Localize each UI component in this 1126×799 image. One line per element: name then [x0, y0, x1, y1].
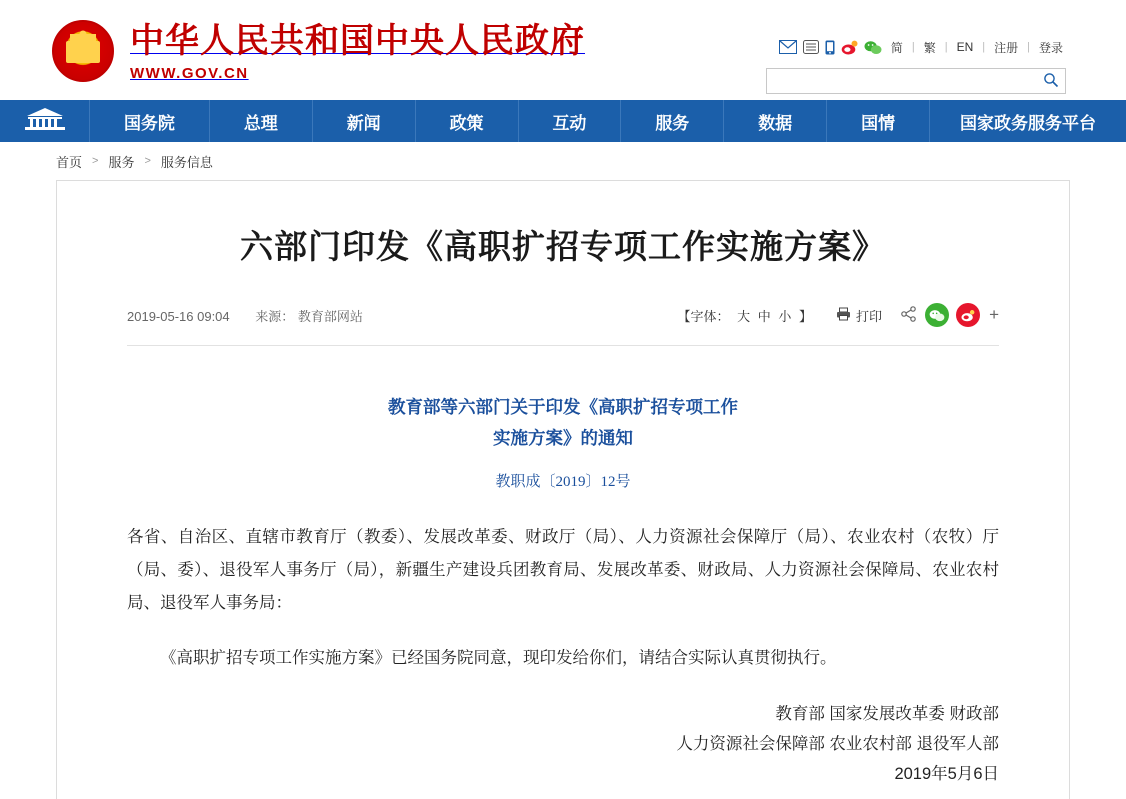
search-input[interactable] [767, 69, 1039, 93]
nav-item-guoqing[interactable]: 国情 [827, 100, 930, 142]
nav-item-zhengwu-pingtai[interactable]: 国家政务服务平台 [960, 113, 1096, 133]
document-heading [127, 392, 999, 454]
document-body [127, 346, 999, 789]
weibo-icon[interactable] [841, 40, 858, 55]
search-box [766, 68, 1066, 94]
nav-home-icon-link[interactable] [0, 100, 90, 142]
breadcrumb [0, 142, 1126, 180]
divider: | [982, 41, 986, 53]
site-header [0, 0, 1126, 100]
mail-icon[interactable] [779, 40, 797, 54]
nav-item-fuwu[interactable]: 服务 [621, 100, 724, 142]
signature-line1: 教育部 国家发展改革委 财政部 [775, 705, 999, 723]
breadcrumb-item-home[interactable]: 首页 [56, 154, 83, 170]
nav-item-shuju[interactable]: 数据 [724, 100, 827, 142]
share-wechat-icon[interactable] [925, 303, 949, 327]
publish-date: 2019-05-16 09:04 [127, 308, 230, 324]
register-link[interactable]: 注册 [994, 40, 1019, 55]
simplified-chinese-link[interactable]: 简 [890, 40, 903, 55]
wechat-icon[interactable] [864, 40, 882, 55]
header-utility-links [766, 36, 1066, 58]
national-emblem-icon [52, 20, 114, 82]
rss-icon[interactable] [803, 40, 819, 54]
source-label: 来源： [255, 308, 295, 324]
nav-item-xinwen[interactable]: 新闻 [313, 100, 416, 142]
content-frame [56, 180, 1070, 799]
print-button[interactable] [836, 306, 882, 325]
source-name: 教育部网站 [297, 308, 363, 324]
signature-line2: 人力资源社会保障部 农业农村部 退役军人部 [676, 735, 999, 753]
article-meta [127, 303, 999, 346]
document-number: 教职成〔2019〕12号 [495, 474, 631, 490]
gov-building-icon [23, 106, 67, 137]
main-navigation [0, 100, 1126, 142]
english-link[interactable]: EN [956, 40, 974, 54]
document-paragraph-recipients: 各省、自治区、直辖市教育厅（教委）、发展改革委、财政厅（局）、人力资源社会保障厅（局）、农业农村（农牧）厅（局、委）、退役军人事务厅（局），新疆生产建设兵团教育局、发展改革委、财政局、人力资源社会保障局、农业农村局、退役军人事务局： [127, 528, 999, 612]
divider: | [944, 41, 948, 53]
site-logo-link[interactable] [52, 20, 585, 82]
fontsize-control [675, 306, 814, 325]
nav-item-hudong[interactable]: 互动 [519, 100, 622, 142]
fontsize-large[interactable]: 大 [737, 308, 751, 324]
breadcrumb-item-service-info[interactable]: 服务信息 [160, 154, 213, 170]
search-button[interactable] [1041, 72, 1061, 90]
nav-item-guowuyuan[interactable]: 国务院 [90, 100, 210, 142]
divider: | [911, 41, 915, 53]
share-more-button[interactable]: + [989, 305, 999, 324]
login-link[interactable]: 登录 [1038, 40, 1063, 55]
nav-item-zongli[interactable]: 总理 [210, 100, 313, 142]
breadcrumb-item-services[interactable]: 服务 [108, 154, 135, 170]
nav-item-zhengce[interactable]: 政策 [416, 100, 519, 142]
mobile-icon[interactable] [825, 40, 835, 55]
meta-right [675, 303, 999, 327]
share-group [900, 303, 999, 327]
printer-icon [836, 307, 851, 324]
document-paragraph-body: 《高职扩招专项工作实施方案》已经国务院同意，现印发给你们，请结合实际认真贯彻执行。 [160, 649, 837, 667]
page-title: 六部门印发《高职扩招专项工作实施方案》 [240, 228, 886, 265]
fontsize-small[interactable]: 小 [778, 308, 792, 324]
share-weibo-icon[interactable] [956, 303, 980, 327]
traditional-chinese-link[interactable]: 繁 [923, 40, 936, 55]
chevron-right-icon: > [92, 155, 99, 167]
fontsize-label: 【字体： [677, 308, 730, 324]
site-url: WWW.GOV.CN [130, 64, 249, 82]
document-heading-line2: 实施方案》的通知 [493, 428, 633, 448]
share-icon[interactable] [900, 306, 918, 325]
site-title: 中华人民共和国中央人民政府 [130, 21, 585, 60]
document-signature [127, 675, 999, 789]
meta-left [127, 306, 363, 325]
chevron-right-icon: > [144, 155, 151, 167]
signature-date: 2019年5月6日 [894, 765, 999, 783]
fontsize-close-bracket: 】 [799, 308, 813, 324]
divider: | [1027, 41, 1030, 53]
fontsize-medium[interactable]: 中 [757, 308, 771, 324]
print-label: 打印 [856, 308, 883, 324]
header-right [766, 36, 1066, 94]
document-heading-line1: 教育部等六部门关于印发《高职扩招专项工作 [388, 397, 738, 417]
article [57, 181, 1069, 789]
